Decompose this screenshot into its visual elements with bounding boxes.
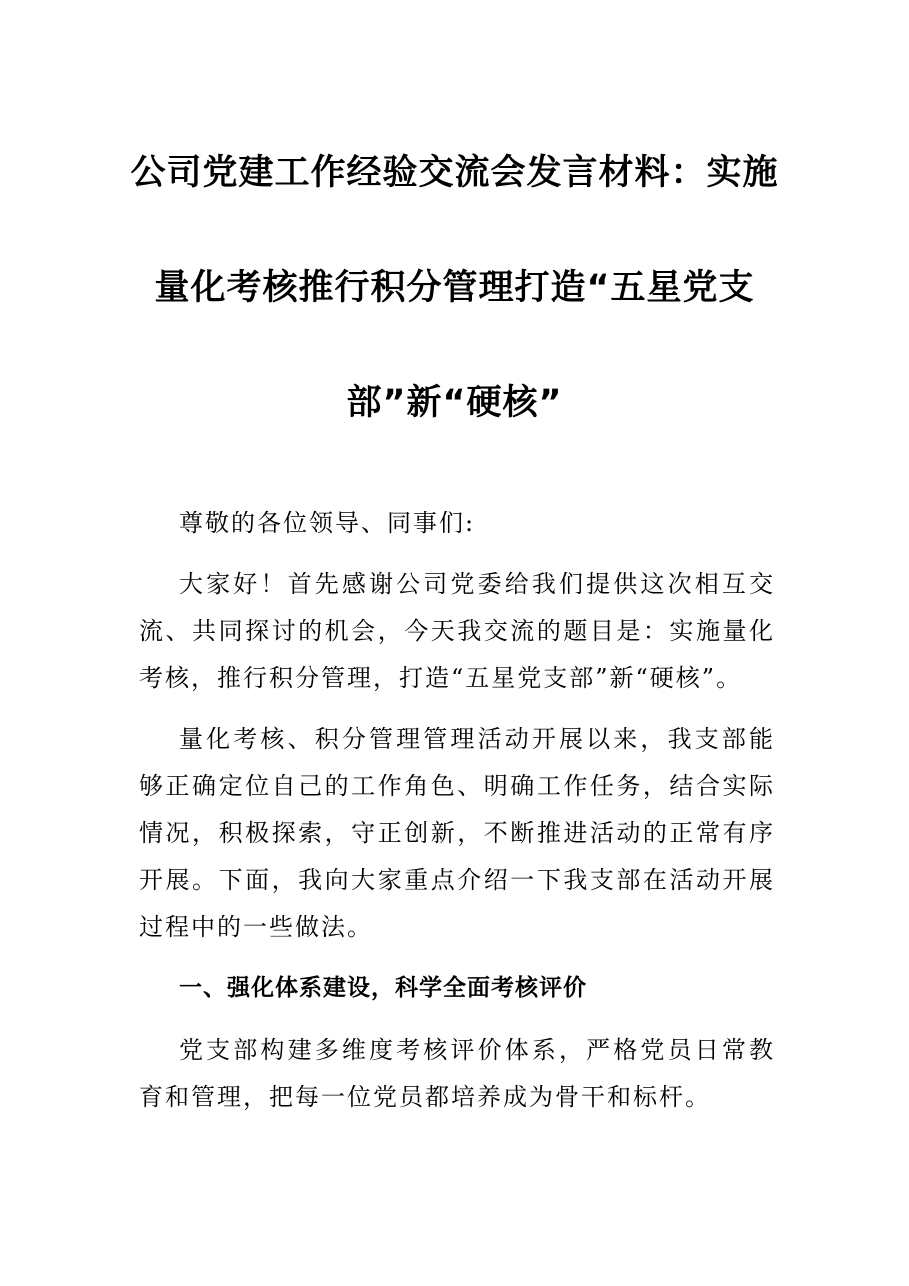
- document-title-line-2: 量化考核推行积分管理打造“五星党支: [154, 268, 755, 308]
- document-title-line-3: 部”新“硬核”: [346, 383, 563, 423]
- section-heading-1: 一、强化体系建设，科学全面考核评价: [179, 975, 587, 1001]
- document-title-line-1: 公司党建工作经验交流会发言材料：实施: [130, 153, 779, 193]
- intro-paragraph: 大家好！首先感谢公司党委给我们提供这次相互交流、共同探讨的机会，今天我交流的题目是：实施量化考核，推行积分管理，打造“五星党支部”新“硬核”。: [139, 570, 775, 692]
- greeting-paragraph: 尊敬的各位领导、同事们:: [179, 509, 476, 537]
- body-paragraph-2: 党支部构建多维度考核评价体系，严格党员日常教育和管理，把每一位党员都培养成为骨干和标杆。: [139, 1036, 775, 1111]
- body-paragraph-1: 量化考核、积分管理管理活动开展以来，我支部能够正确定位自己的工作角色、明确工作任务，结合实际情况，积极探索，守正创新，不断推进活动的正常有序开展。下面，我向大家重点介绍一下我支部在活动开展过程中的一些做法。: [139, 725, 775, 941]
